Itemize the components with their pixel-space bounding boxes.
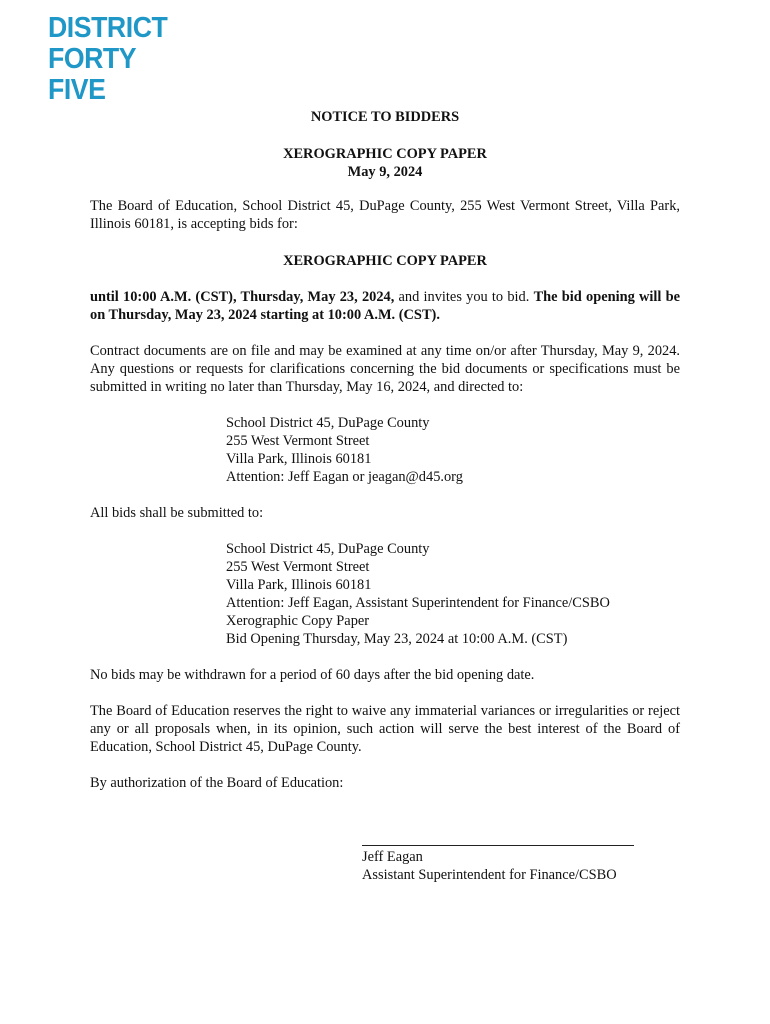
submit-address <box>226 540 680 648</box>
notice-subtitle: XEROGRAPHIC COPY PAPER <box>283 146 487 162</box>
authorization-line: By authorization of the Board of Education: <box>90 775 344 791</box>
signature-block <box>362 845 634 884</box>
address-line: Bid Opening Thursday, May 23, 2024 at 10:00 A.M. (CST) <box>226 631 568 647</box>
notice-title: NOTICE TO BIDDERS <box>310 109 460 125</box>
district-logo <box>48 13 167 106</box>
deadline-text: until 10:00 A.M. (CST), Thursday, May 23, 2024, <box>90 289 395 305</box>
address-line: School District 45, DuPage County <box>226 415 430 431</box>
address-line: Attention: Jeff Eagan or jeagan@d45.org <box>226 469 463 485</box>
contact-address <box>226 414 680 486</box>
withdraw-paragraph: No bids may be withdrawn for a period of 60 days after the bid opening date. <box>90 667 535 683</box>
contract-paragraph: Contract documents are on file and may be examined at any time on/or after Thursday, May 9, 2024. Any questions or requests for clarifications concerning the bid documents or specifications must be submitted in writing no later than Thursday, May 16, 2024, and directed to: <box>90 343 680 395</box>
notice-document <box>90 108 680 792</box>
address-line: Villa Park, Illinois 60181 <box>226 577 372 593</box>
invite-text: and invites you to bid. <box>394 289 534 305</box>
opening-text: The bid opening will be on Thursday, May 23, 2024 starting at 10:00 A.M. (CST). <box>90 289 680 323</box>
address-line: Attention: Jeff Eagan, Assistant Superintendent for Finance/CSBO <box>226 595 610 611</box>
address-line: School District 45, DuPage County <box>226 541 430 557</box>
intro-paragraph: The Board of Education, School District 45, DuPage County, 255 West Vermont Street, Villa Park, Illinois 60181, is accepting bids for: <box>90 198 680 232</box>
deadline-paragraph <box>90 288 680 324</box>
address-line: 255 West Vermont Street <box>226 559 370 575</box>
address-line: Villa Park, Illinois 60181 <box>226 451 372 467</box>
logo-line-1: DISTRICT <box>48 12 168 44</box>
notice-date: May 9, 2024 <box>347 164 423 180</box>
logo-line-3: FIVE <box>48 74 106 106</box>
reserve-paragraph: The Board of Education reserves the right to waive any immaterial variances or irregularities or reject any or all proposals when, in its opinion, such action will serve the best interest of the Board of Education, School District 45, DuPage County. <box>90 703 680 755</box>
logo-line-2: FORTY <box>48 43 137 75</box>
address-line: 255 West Vermont Street <box>226 433 370 449</box>
submit-heading: All bids shall be submitted to: <box>90 505 264 521</box>
address-line: Xerographic Copy Paper <box>226 613 370 629</box>
bid-item-heading: XEROGRAPHIC COPY PAPER <box>283 253 487 269</box>
signer-title: Assistant Superintendent for Finance/CSBO <box>362 867 617 883</box>
signer-name: Jeff Eagan <box>362 849 423 865</box>
